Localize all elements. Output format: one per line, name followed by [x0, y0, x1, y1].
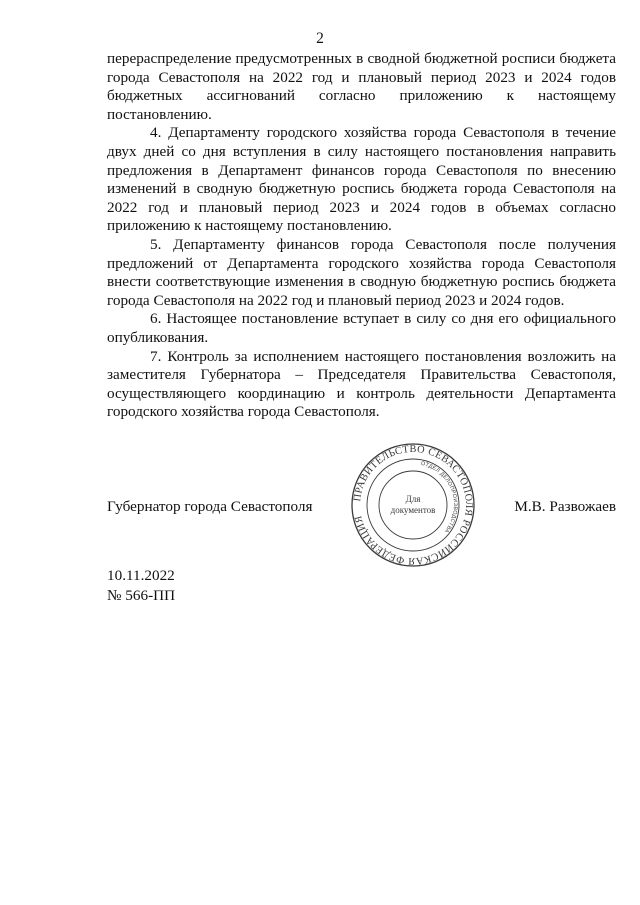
document-body [107, 50, 616, 422]
paragraph-item-5: 5. Департаменту финансов города Севастополя после получения предложений от Департамента городского хозяйства города Севастополя внести соответствующие изменения в сводную бюджетную роспись бюджета города Севастополя на 2022 год и плановый период 2023 и 2024 годов. [107, 235, 616, 309]
stamp-outer-text: ПРАВИТЕЛЬСТВО СЕВАСТОПОЛЯ РОССИЙСКАЯ ФЕДЕРАЦИЯ [352, 443, 475, 567]
signatory-name: М.В. Развожаев [514, 498, 616, 515]
official-stamp [349, 441, 477, 569]
document-number: № 566-ПП [107, 587, 176, 604]
stamp-inner-text: ОТДЕЛ ДЕЛОПРОИЗВОДСТВА [420, 460, 459, 534]
paragraph-item-6: 6. Настоящее постановление вступает в силу со дня его официального опубликования. [107, 310, 616, 346]
stamp-center-line2: документов [390, 505, 436, 515]
document-footer [107, 566, 175, 606]
paragraph-item-4: 4. Департаменту городского хозяйства города Севастополя в течение двух дней со дня вступления в силу настоящего постановления направить предложения в Департамент финансов города Севастополя по внесению изменений в сводную бюджетную роспись бюджета города Севастополя на 2022 год и плановый период 2023 и 2024 годов в объемах согласно приложению к настоящему постановлению. [107, 124, 616, 235]
document-date: 10.11.2022 [107, 567, 175, 584]
stamp-center-line1: Для [405, 494, 421, 504]
page-number: 2 [316, 30, 324, 47]
signatory-title: Губернатор города Севастополя [107, 498, 313, 515]
paragraph-continuation: перераспределение предусмотренных в сводной бюджетной росписи бюджета города Севастополя на 2022 год и плановый период 2023 и 2024 годов бюджетных ассигнований согласно приложению к настоящему постановлению. [107, 50, 616, 123]
paragraph-item-7: 7. Контроль за исполнением настоящего постановления возложить на заместителя Губернатора – Председателя Правительства Севастополя, осуществляющего координацию и контроль деятельности Департамента городского хозяйства города Севастополя. [107, 347, 616, 421]
